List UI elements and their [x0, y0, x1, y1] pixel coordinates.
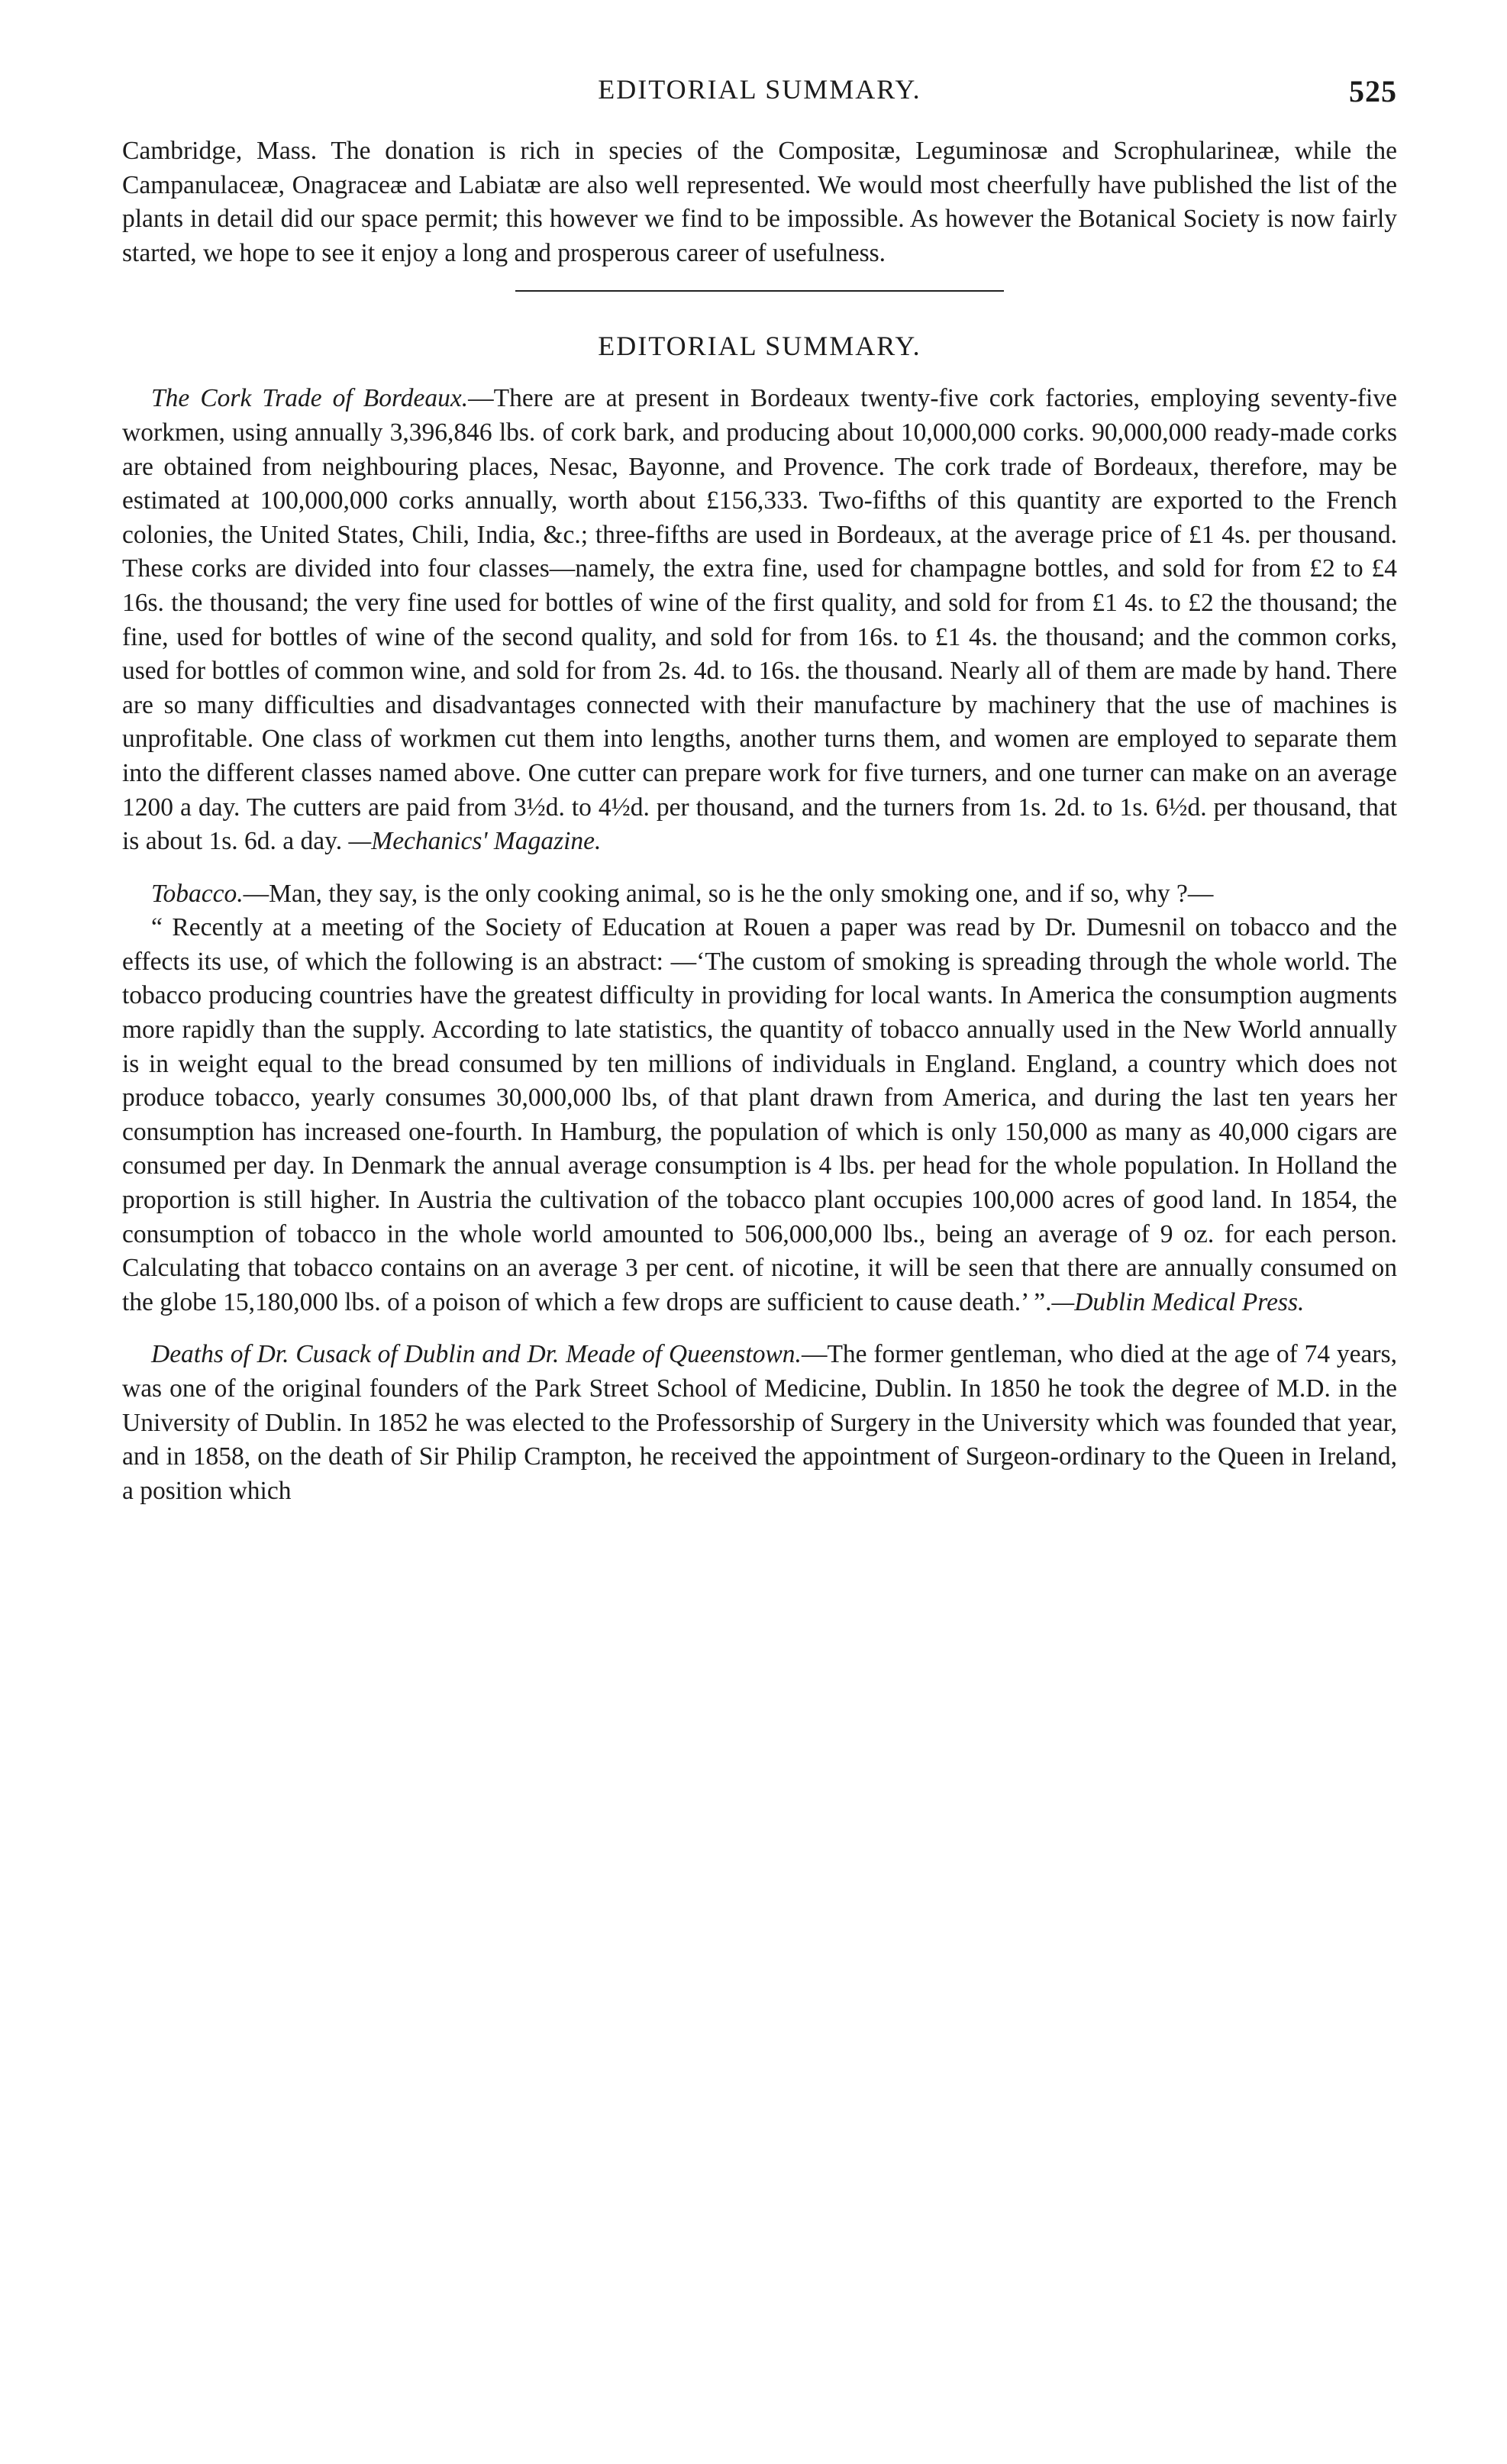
running-head — [122, 73, 1397, 111]
tobacco-quote — [122, 911, 1397, 1319]
cork-trade-text: —There are at present in Bordeaux twenty-five cork factories, employing seventy-five workmen, using annually 3,396,846 lbs. of cork bark, and producing about 10,000,000 corks. 90,000,000 ready-made corks are obtained from neighbouring places, Nesac, Bayonne, and Provence. The cork trade of Bordeaux, therefore, may be estimated at 100,000,000 corks annually, worth about £156,333. Two-fifths of this quantity are exported to the French colonies, the United States, Chili, India, &c.; three-fifths are used in Bordeaux, at the average price of £1 4s. per thousand. These corks are divided into four classes—namely, the extra fine, used for champagne bottles, and sold for from £2 to £4 16s. the thousand; the very fine used for bottles of wine of the first quality, and sold for from £1 4s. to £2 the thousand; the fine, used for bottles of wine of the second quality, and sold for from 16s. to £1 4s. the thousand; and the common corks, used for bottles of common wine, and sold for from 2s. 4d. to 16s. the thousand. Nearly all of them are made by hand. There are so many difficulties and disadvantages connected with their manufacture by machinery that the use of machines is unprofitable. One class of workmen cut them into lengths, another turns them, and women are employed to separate them into the different classes named above. One cutter can prepare work for five turners, and one turner can make on an average 1200 a day. The cutters are paid from 3½d. to 4½d. per thousand, and the turners from 1s. 2d. to 1s. 6½d. per thousand, that is about 1s. 6d. a day. — [122, 384, 1397, 856]
intro-paragraph: Cambridge, Mass. The donation is rich in species of the Compositæ, Leguminosæ and Scrophularineæ, while the Campanulaceæ, Onagraceæ and Labiatæ are also well represented. We would most cheerfully have published the list of the plants in detail did our space permit; this however we find to be impossible. As however the Botanical Society is now fairly started, we hope to see it enjoy a long and prosperous career of usefulness. — [122, 137, 1397, 267]
section-title: EDITORIAL SUMMARY. — [598, 331, 921, 362]
cork-trade-paragraph — [122, 382, 1397, 858]
tobacco-paragraph — [122, 877, 1397, 912]
document-page — [122, 73, 1397, 1508]
cork-trade-heading: The Cork Trade of Bordeaux. — [151, 384, 469, 413]
deaths-paragraph — [122, 1338, 1397, 1508]
tobacco-heading: Tobacco. — [151, 879, 244, 908]
running-head-title: EDITORIAL SUMMARY. — [598, 74, 921, 105]
tobacco-source: —Dublin Medical Press. — [1051, 1287, 1305, 1316]
tobacco-text: —Man, they say, is the only cooking animal, so is he the only smoking one, and if so, why ?— — [243, 879, 1214, 908]
tobacco-quote-text: “ Recently at a meeting of the Society of Education at Rouen a paper was read by Dr. Dumesnil on tobacco and the effects its use, of which the following is an abstract: —‘The custom of smoking is spreading through the whole world. The tobacco producing countries have the greatest difficulty in providing for local wants. In America the consumption augments more rapidly than the supply. According to late statistics, the quantity of tobacco annually used in the New World annually is in weight equal to the bread consumed by ten millions of individuals in England. England, a country which does not produce tobacco, yearly consumes 30,000,000 lbs, of that plant drawn from America, and during the last ten years her consumption has increased one-fourth. In Hamburg, the population of which is only 150,000 as many as 40,000 cigars are consumed per day. In Denmark the annual average consumption is 4 lbs. per head for the whole population. In Holland the proportion is still higher. In Austria the cultivation of the tobacco plant occupies 100,000 acres of good land. In 1854, the consumption of tobacco in the whole world amounted to 506,000,000 lbs., being an average of 9 oz. for each person. Calculating that tobacco contains on an average 3 per cent. of nicotine, it will be seen that there are annually consumed on the globe 15,180,000 lbs. of a poison of which a few drops are sufficient to cause death.’ ”. — [122, 913, 1397, 1316]
deaths-heading: Deaths of Dr. Cusack of Dublin and Dr. Meade of Queenstown. — [151, 1340, 802, 1369]
page-number: 525 — [1349, 74, 1397, 108]
cork-trade-source: —Mechanics' Magazine. — [348, 827, 602, 856]
section-divider — [515, 290, 1004, 292]
deaths-text: —The former gentleman, who died at the age of 74 years, was one of the original founders of the Park Street School of Medicine, Dublin. In 1850 he took the degree of M.D. in the University of Dublin. In 1852 he was elected to the Professorship of Surgery in the University which was founded that year, and in 1858, on the death of Sir Philip Crampton, he received the appointment of Surgeon-ordinary to the Queen in Ireland, a position which — [122, 1340, 1397, 1505]
